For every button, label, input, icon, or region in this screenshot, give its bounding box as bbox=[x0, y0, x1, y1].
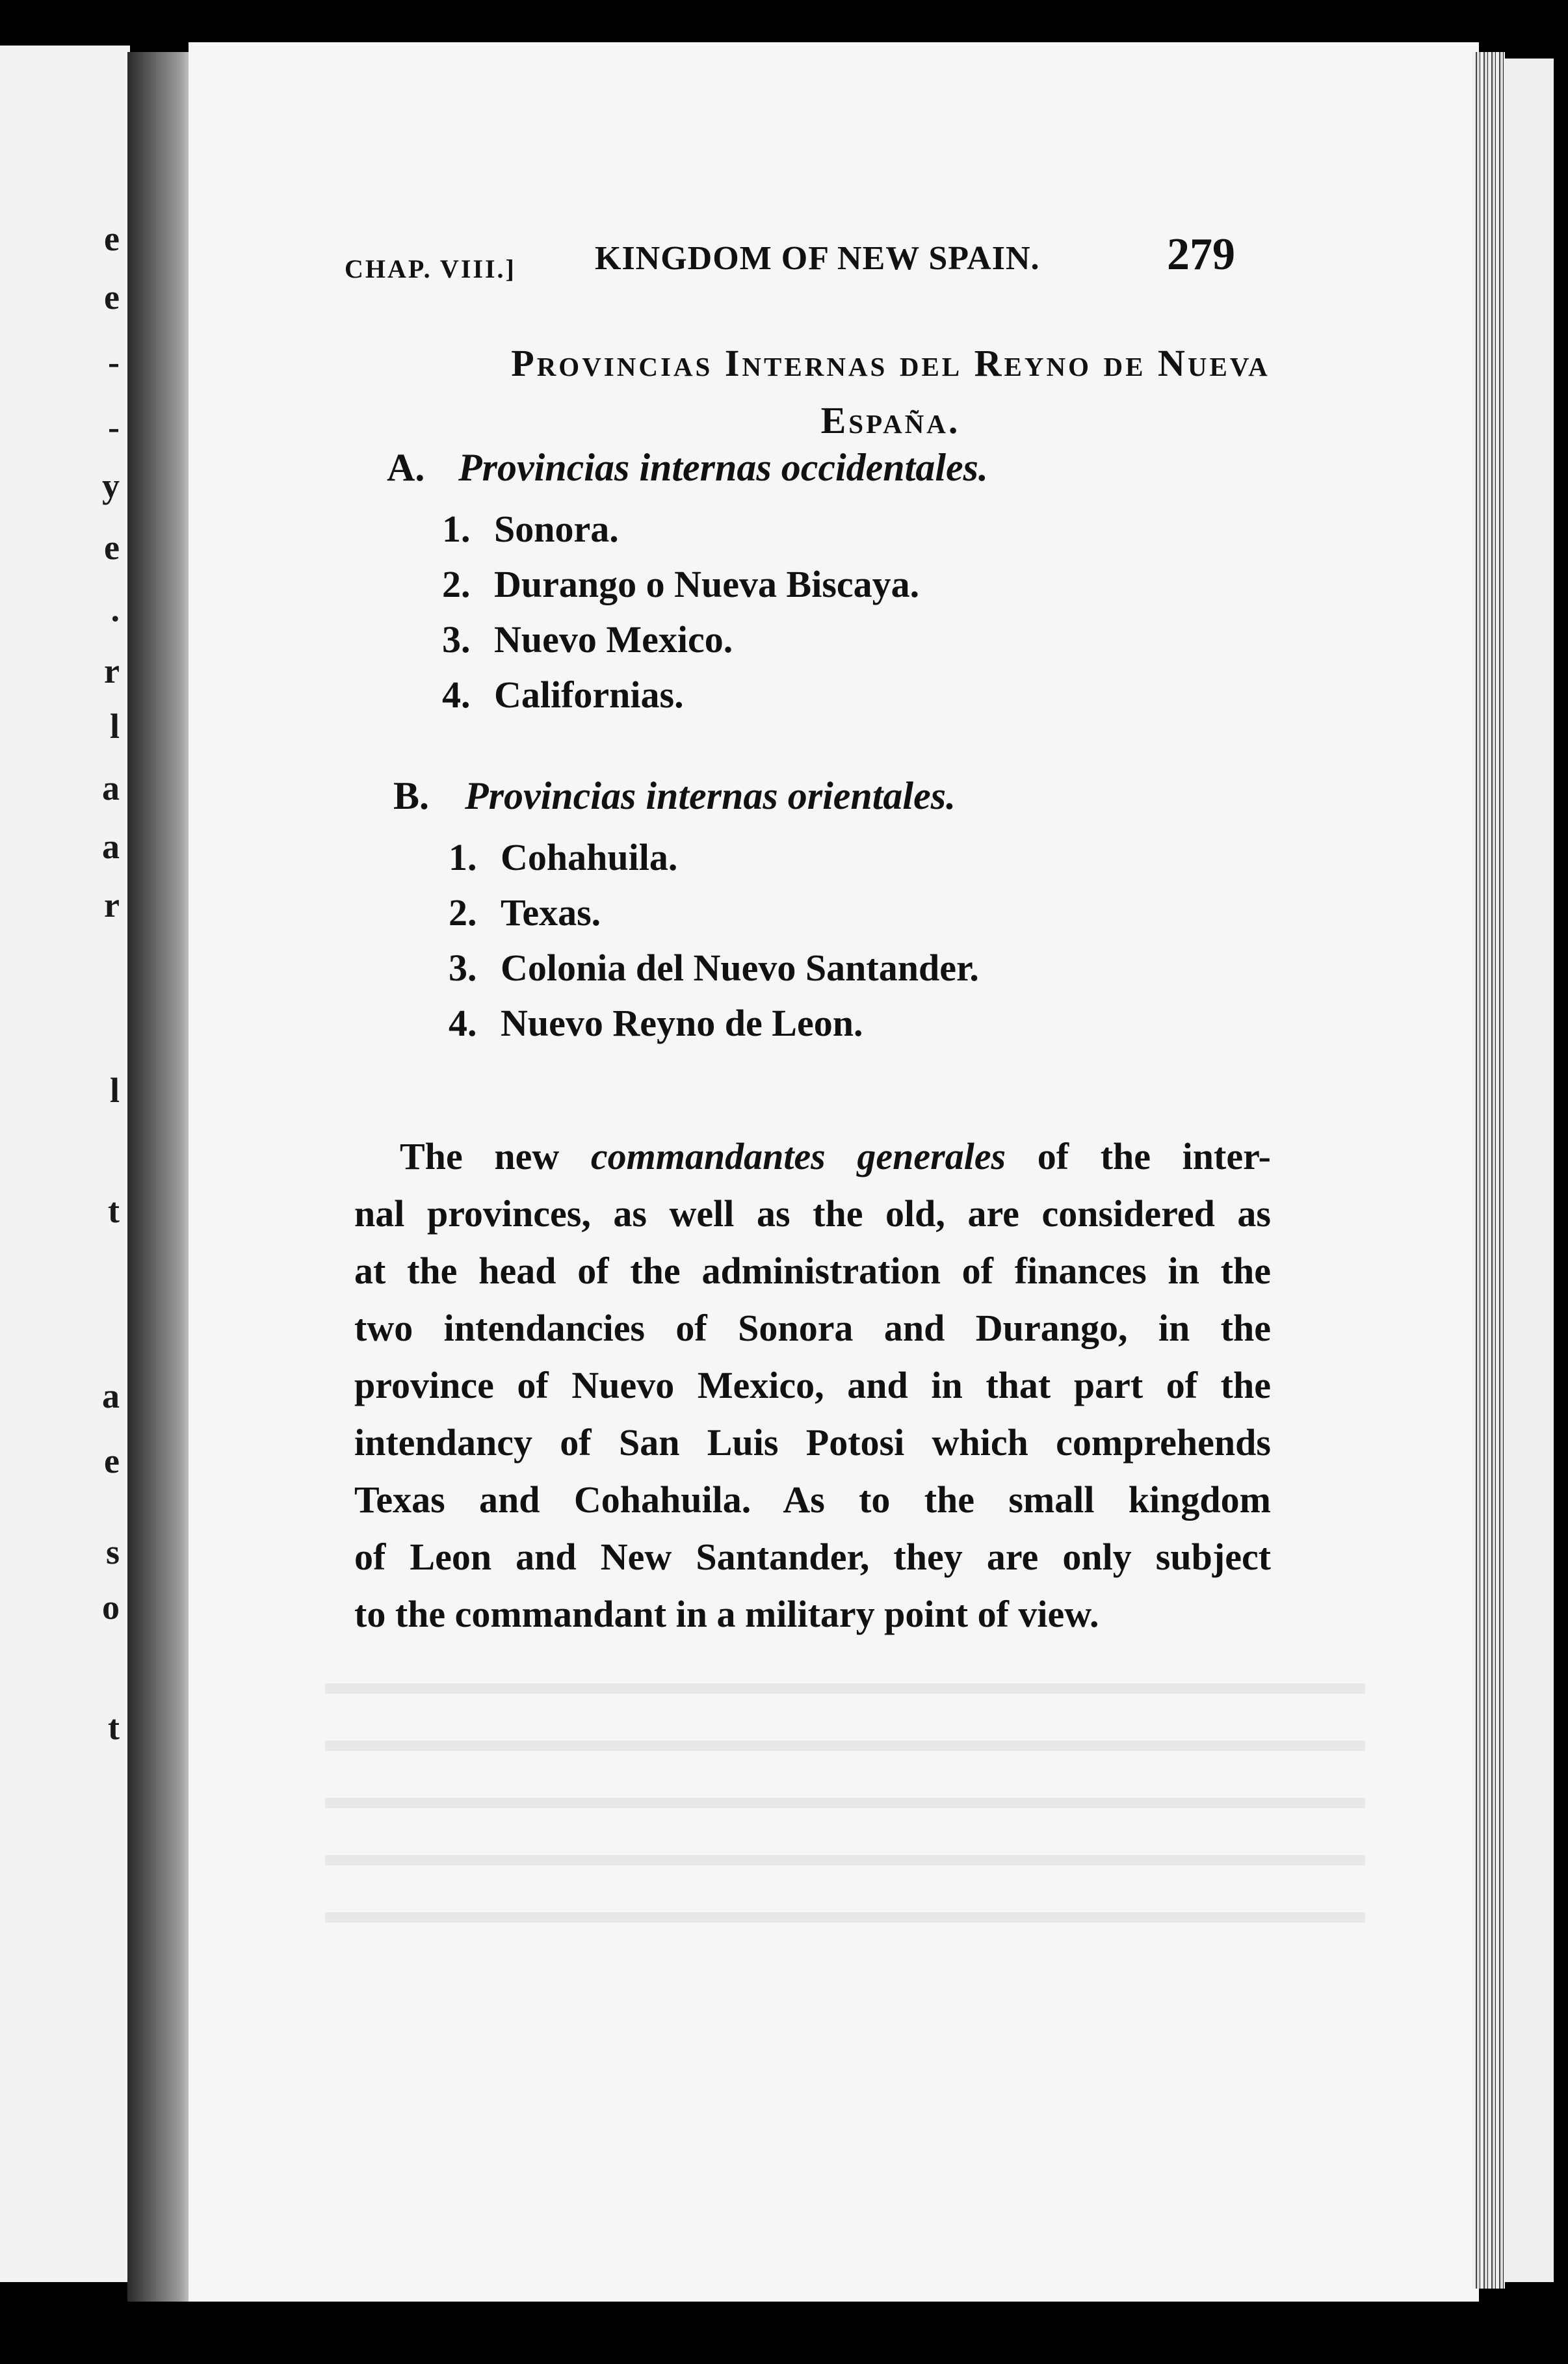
section-heading-line: Provincias Internas del Reyno de Nueva bbox=[511, 342, 1270, 384]
left-page-fragment: y bbox=[102, 466, 120, 505]
running-head bbox=[189, 208, 1479, 286]
left-page-fragment: - bbox=[108, 343, 120, 382]
paragraph-line: at the head of the administration of finances in the bbox=[354, 1250, 1271, 1292]
page-number: 279 bbox=[1167, 230, 1235, 280]
item-number: 1. bbox=[442, 508, 471, 550]
paragraph-line bbox=[354, 1128, 1271, 1185]
left-page-fragment: a bbox=[102, 827, 120, 866]
left-page-margin bbox=[0, 46, 130, 2282]
group-b-label bbox=[393, 774, 956, 819]
left-page-fragment: s bbox=[105, 1532, 120, 1571]
left-page-fragment: r bbox=[104, 886, 120, 925]
right-page-margin bbox=[1505, 59, 1554, 2282]
book-gutter bbox=[127, 52, 192, 2302]
paragraph-line: of Leon and New Santander, they are only subject bbox=[354, 1536, 1271, 1578]
item-number: 3. bbox=[442, 618, 471, 661]
item-number: 3. bbox=[449, 947, 477, 989]
item-name: Texas. bbox=[501, 891, 601, 934]
paragraph-line: nal provinces, as well as the old, are considered as bbox=[354, 1192, 1271, 1235]
running-title: KINGDOM OF NEW SPAIN. bbox=[595, 240, 1040, 277]
chapter-reference: CHAP. VIII.] bbox=[345, 254, 516, 283]
paragraph-line: intendancy of San Luis Potosi which comprehends bbox=[354, 1421, 1271, 1464]
paragraph-line: two intendancies of Sonora and Durango, in the bbox=[354, 1307, 1271, 1349]
group-name: Provincias internas occidentales. bbox=[458, 446, 988, 489]
item-name: Colonia del Nuevo Santander. bbox=[501, 947, 979, 989]
list-item bbox=[442, 507, 619, 551]
page-edges bbox=[1472, 52, 1505, 2289]
left-page-fragment: a bbox=[102, 1376, 120, 1415]
item-number: 4. bbox=[449, 1002, 477, 1044]
paragraph-text: The new bbox=[400, 1135, 591, 1177]
paragraph-line: province of Nuevo Mexico, and in that part of the bbox=[354, 1364, 1271, 1406]
item-name: Sonora. bbox=[494, 508, 619, 550]
left-page-fragment: t bbox=[108, 1191, 120, 1230]
left-page-fragment: o bbox=[102, 1588, 120, 1627]
group-name: Provincias internas orientales. bbox=[465, 774, 956, 817]
list-item bbox=[449, 1001, 863, 1045]
left-page-fragment: e bbox=[104, 219, 120, 258]
left-page-fragment: e bbox=[104, 528, 120, 567]
left-page-fragment: . bbox=[111, 590, 120, 629]
paragraph-line: Texas and Cohahuila. As to the small kingdom bbox=[354, 1478, 1271, 1521]
show-through-text bbox=[325, 1655, 1365, 1967]
list-item bbox=[442, 673, 684, 716]
section-heading-line: España. bbox=[820, 399, 961, 441]
left-page-fragment: r bbox=[104, 651, 120, 690]
item-name: Cohahuila. bbox=[501, 836, 678, 878]
item-number: 2. bbox=[449, 891, 477, 934]
left-page-fragment: a bbox=[102, 768, 120, 808]
paragraph-line: to the commandant in a military point of view. bbox=[354, 1593, 1099, 1635]
body-paragraph bbox=[354, 1128, 1271, 1643]
group-letter: B. bbox=[393, 774, 430, 817]
item-name: Durango o Nueva Biscaya. bbox=[494, 563, 920, 605]
paragraph-text: of the inter- bbox=[1006, 1135, 1271, 1177]
left-page-fragment: - bbox=[108, 408, 120, 447]
book-page bbox=[189, 42, 1479, 2302]
item-name: Nuevo Reyno de Leon. bbox=[501, 1002, 863, 1044]
item-number: 2. bbox=[442, 563, 471, 605]
list-item bbox=[449, 891, 601, 934]
item-number: 1. bbox=[449, 836, 477, 878]
list-item bbox=[449, 835, 677, 879]
paragraph-italic-text: commandantes generales bbox=[590, 1135, 1006, 1177]
item-number: 4. bbox=[442, 674, 471, 716]
section-heading bbox=[338, 335, 1443, 449]
left-page-fragment: e bbox=[104, 278, 120, 317]
left-page-fragment: l bbox=[109, 1071, 120, 1110]
list-item bbox=[449, 946, 979, 990]
list-item bbox=[442, 618, 733, 661]
group-letter: A. bbox=[387, 446, 425, 489]
left-page-fragment: l bbox=[109, 707, 120, 746]
left-page-fragment: e bbox=[104, 1441, 120, 1480]
item-name: Nuevo Mexico. bbox=[494, 618, 733, 661]
left-page-fragment: t bbox=[108, 1708, 120, 1747]
group-a-label bbox=[387, 445, 988, 490]
item-name: Californias. bbox=[494, 674, 684, 716]
list-item bbox=[442, 562, 919, 606]
